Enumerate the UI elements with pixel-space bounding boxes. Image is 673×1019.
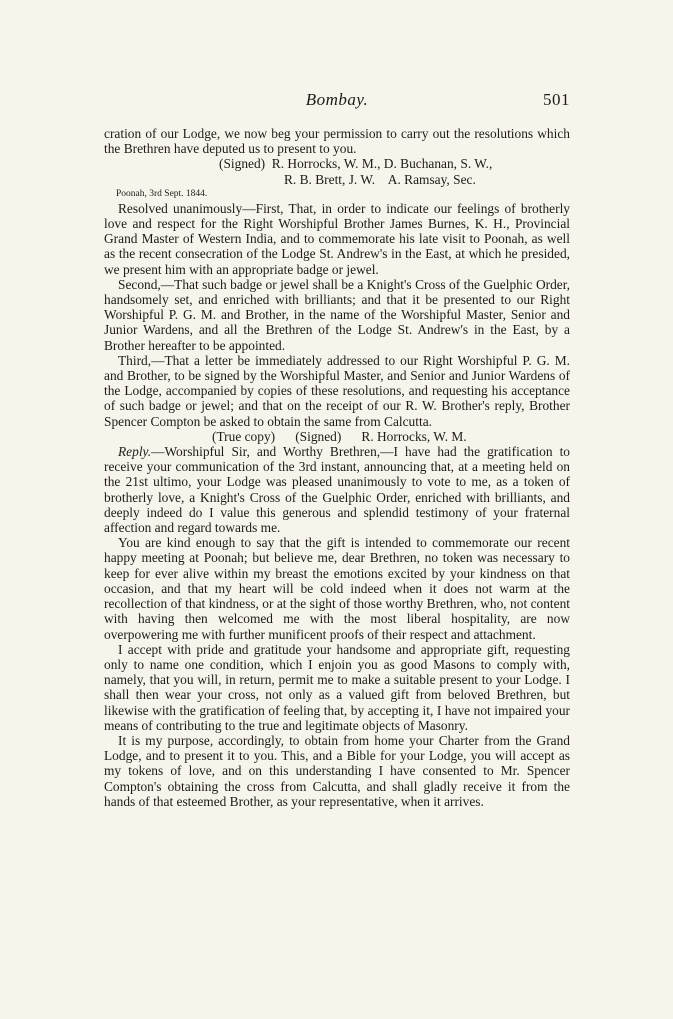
reply-text: —Worshipful Sir, and Worthy Brethren,—I have had the gratification to receive your communication of the 3rd instant, announcing that, at a meeting held on the 21st ultimo, your Lodge was pleased unanimously to vote to me, as a token of brotherly love, a Knight's Cross of the Guelphic Order, enriched with brilliants, and deeply indeed do I value this generous and splendid testimony of your fraternal affection and regard towards me. [104, 444, 570, 536]
paragraph-purpose: It is my purpose, accordingly, to obtain from home your Charter from the Grand Lodge, and to present it to you. This, and a Bible for your Lodge, you will accept as my tokens of love, and on this understanding I have consented to Mr. Spencer Compton's obtaining the cross from Calcutta, and shall gladly receive it from the hands of that esteemed Brother, as your representative, when it arrives. [104, 732, 570, 809]
running-head: Bombay. [305, 90, 369, 109]
signature-line-1: (Signed) R. Horrocks, W. M., D. Buchanan, S. W., [219, 156, 493, 172]
reply-paragraph [104, 444, 570, 535]
body-text [104, 126, 570, 809]
signature-line-2: R. B. Brett, J. W. A. Ramsay, Sec. [284, 171, 476, 187]
page-number: 501 [543, 90, 570, 109]
opening-paragraph: cration of our Lodge, we now beg your permission to carry out the resolutions which the Brethren have deputed us to present to you. [104, 126, 570, 157]
dateline: Poonah, 3rd Sept. 1844. [116, 188, 208, 199]
resolution-second: Second,—That such badge or jewel shall be a Knight's Cross of the Guelphic Order, handsomely set, and enriched with brilliants; and that it be presented to our Right Worshipful P. G. M. and Brother, in the name of the Worshipful Master, Senior and Junior Wardens, and all the Brethren of the Lodge St. Andrew's in the East, by a Brother hereafter to be appointed. [104, 276, 570, 353]
resolution-first: Resolved unanimously—First, That, in order to indicate our feelings of brotherly love and respect for the Right Worshipful Brother James Burnes, K. H., Provincial Grand Master of Western India, and to commemorate his late visit to Poonah, as well as the recent consecration of the Lodge St. Andrew's in the East, at which he presided, we present him with an appropriate badge or jewel. [104, 200, 570, 277]
page-header [104, 90, 570, 114]
resolution-third: Third,—That a letter be immediately addressed to our Right Worshipful P. G. M. and Brother, to be signed by the Worshipful Master, and Senior and Junior Wardens of the Lodge, accompanied by copies of these resolutions, and requesting his acceptance of such badge or jewel; and that on the receipt of our R. W. Brother's reply, Brother Spencer Compton be asked to obtain the same from Calcutta. [104, 352, 570, 429]
paragraph-kindness: You are kind enough to say that the gift is intended to commemorate our recent happy meeting at Poonah; but believe me, dear Brethren, no token was necessary to keep for ever alive within my breast the emotions excited by your kindness on that occasion, and that my heart will be cold indeed when it does not warm at the recollection of that kindness, or at the sight of those worthy Brethren, who, not content with having then welcomed me with the most liberal hospitality, are now overpowering me with further munificent proofs of their respect and attachment. [104, 535, 570, 642]
reply-label: Reply. [118, 444, 152, 460]
signature-true-copy: (True copy) (Signed) R. Horrocks, W. M. [212, 428, 467, 444]
paragraph-accept: I accept with pride and gratitude your handsome and appropriate gift, requesting only to name one condition, which I enjoin you as good Masons to comply with, namely, that you will, in return, permit me to make a suitable present to your Lodge. I shall then wear your cross, not only as a valued gift from beloved Brethren, but likewise with the gratification of feeling that, by accepting it, I have not impaired your means of contributing to the true and legitimate objects of Masonry. [104, 641, 570, 733]
